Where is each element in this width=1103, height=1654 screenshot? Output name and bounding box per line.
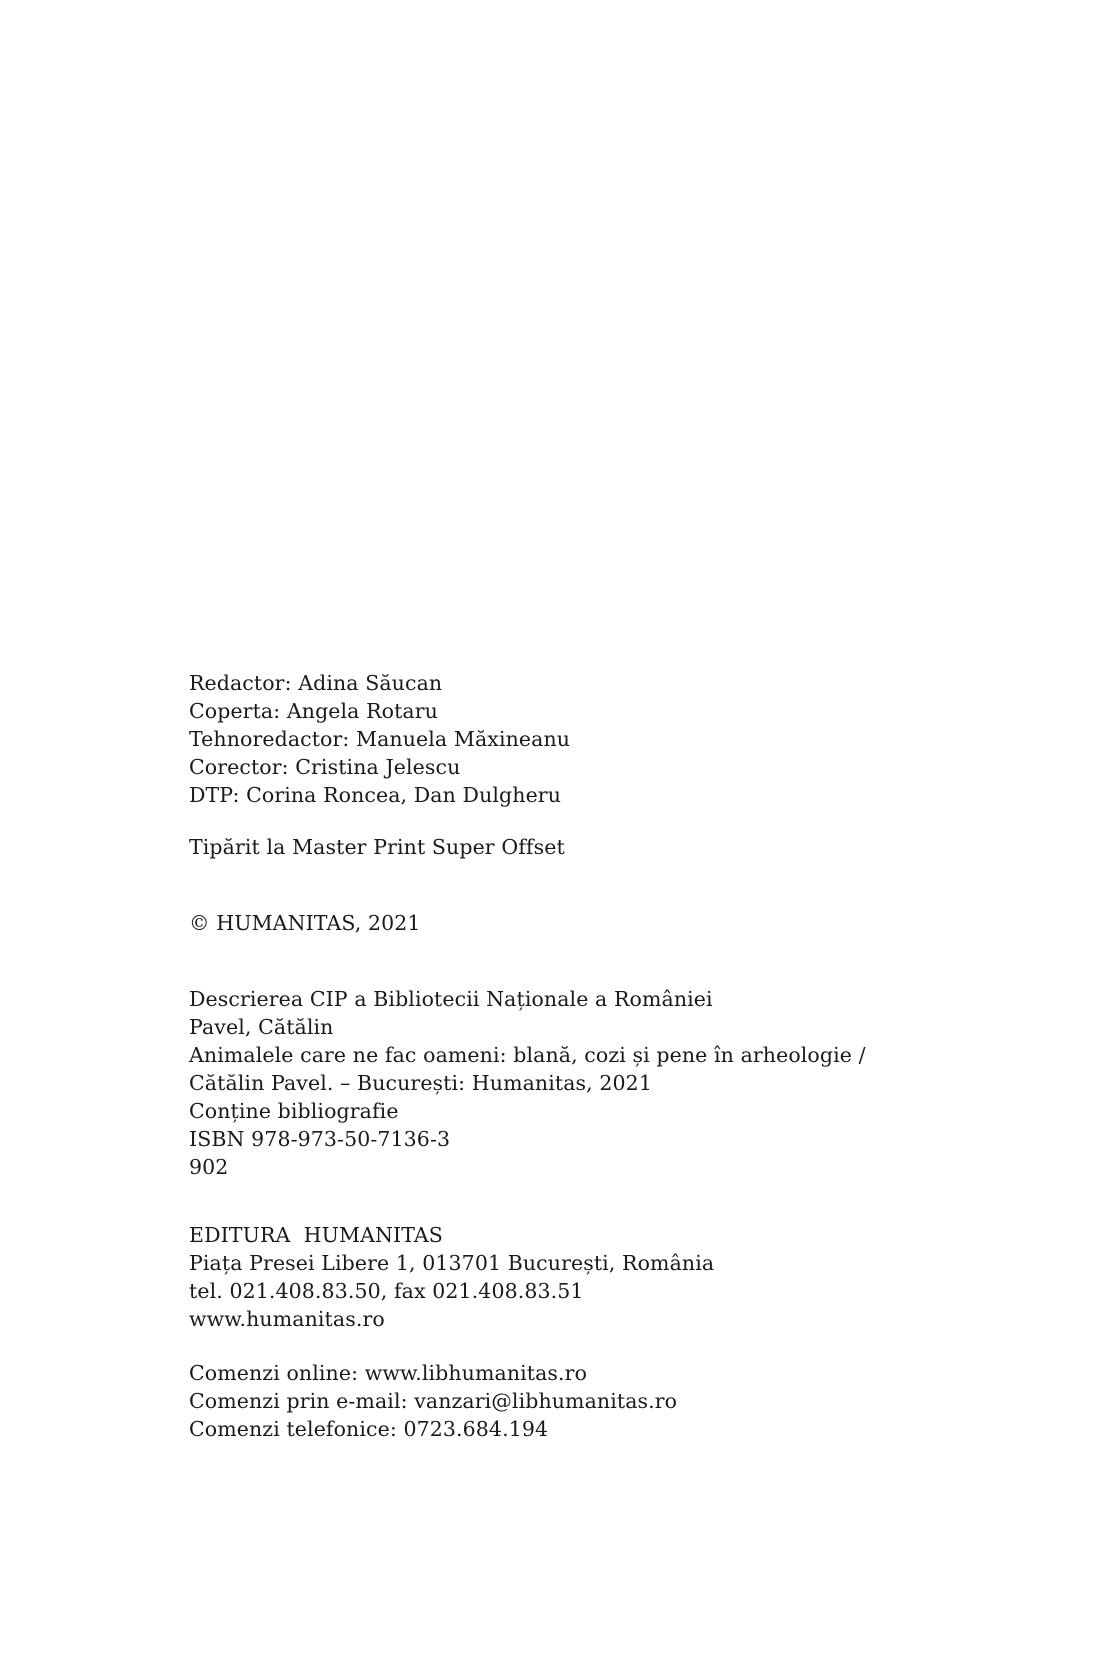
cip-bibliography: Conține bibliografie [189,1099,399,1123]
colophon-text [189,669,949,1443]
orders-online: Comenzi online: www.libhumanitas.ro [189,1361,588,1385]
cip-classification: 902 [189,1155,229,1179]
credit-dtp: DTP: Corina Roncea, Dan Dulgheru [189,783,561,807]
cip-heading: Descrierea CIP a Bibliotecii Naționale a României [189,987,713,1011]
copyright-line: © HUMANITAS, 2021 [189,911,421,935]
publisher-website: www.humanitas.ro [189,1307,385,1331]
cip-isbn: ISBN 978-973-50-7136-3 [189,1127,451,1151]
copyright-block [189,909,949,937]
credit-proofreader: Corector: Cristina Jelescu [189,755,461,779]
printing-line: Tipărit la Master Print Super Offset [189,835,565,859]
publisher-name: EDITURA HUMANITAS [189,1223,443,1247]
orders-phone: Comenzi telefonice: 0723.684.194 [189,1417,549,1441]
cip-block [189,985,949,1181]
credits-block [189,669,949,809]
cip-imprint: Cătălin Pavel. – București: Humanitas, 2021 [189,1071,652,1095]
publisher-phone: tel. 021.408.83.50, fax 021.408.83.51 [189,1279,584,1303]
publisher-address: Piața Presei Libere 1, 013701 București, România [189,1251,715,1275]
credit-editor: Redactor: Adina Săucan [189,671,443,695]
credit-typesetter: Tehnoredactor: Manuela Măxineanu [189,727,571,751]
orders-block [189,1359,949,1443]
printing-block [189,833,949,861]
orders-email: Comenzi prin e-mail: vanzari@libhumanitas.ro [189,1389,678,1413]
cip-title: Animalele care ne fac oameni: blană, cozi și pene în arheologie / [189,1043,866,1067]
cip-author: Pavel, Cătălin [189,1015,334,1039]
credit-cover: Coperta: Angela Rotaru [189,699,438,723]
publisher-block [189,1221,949,1333]
